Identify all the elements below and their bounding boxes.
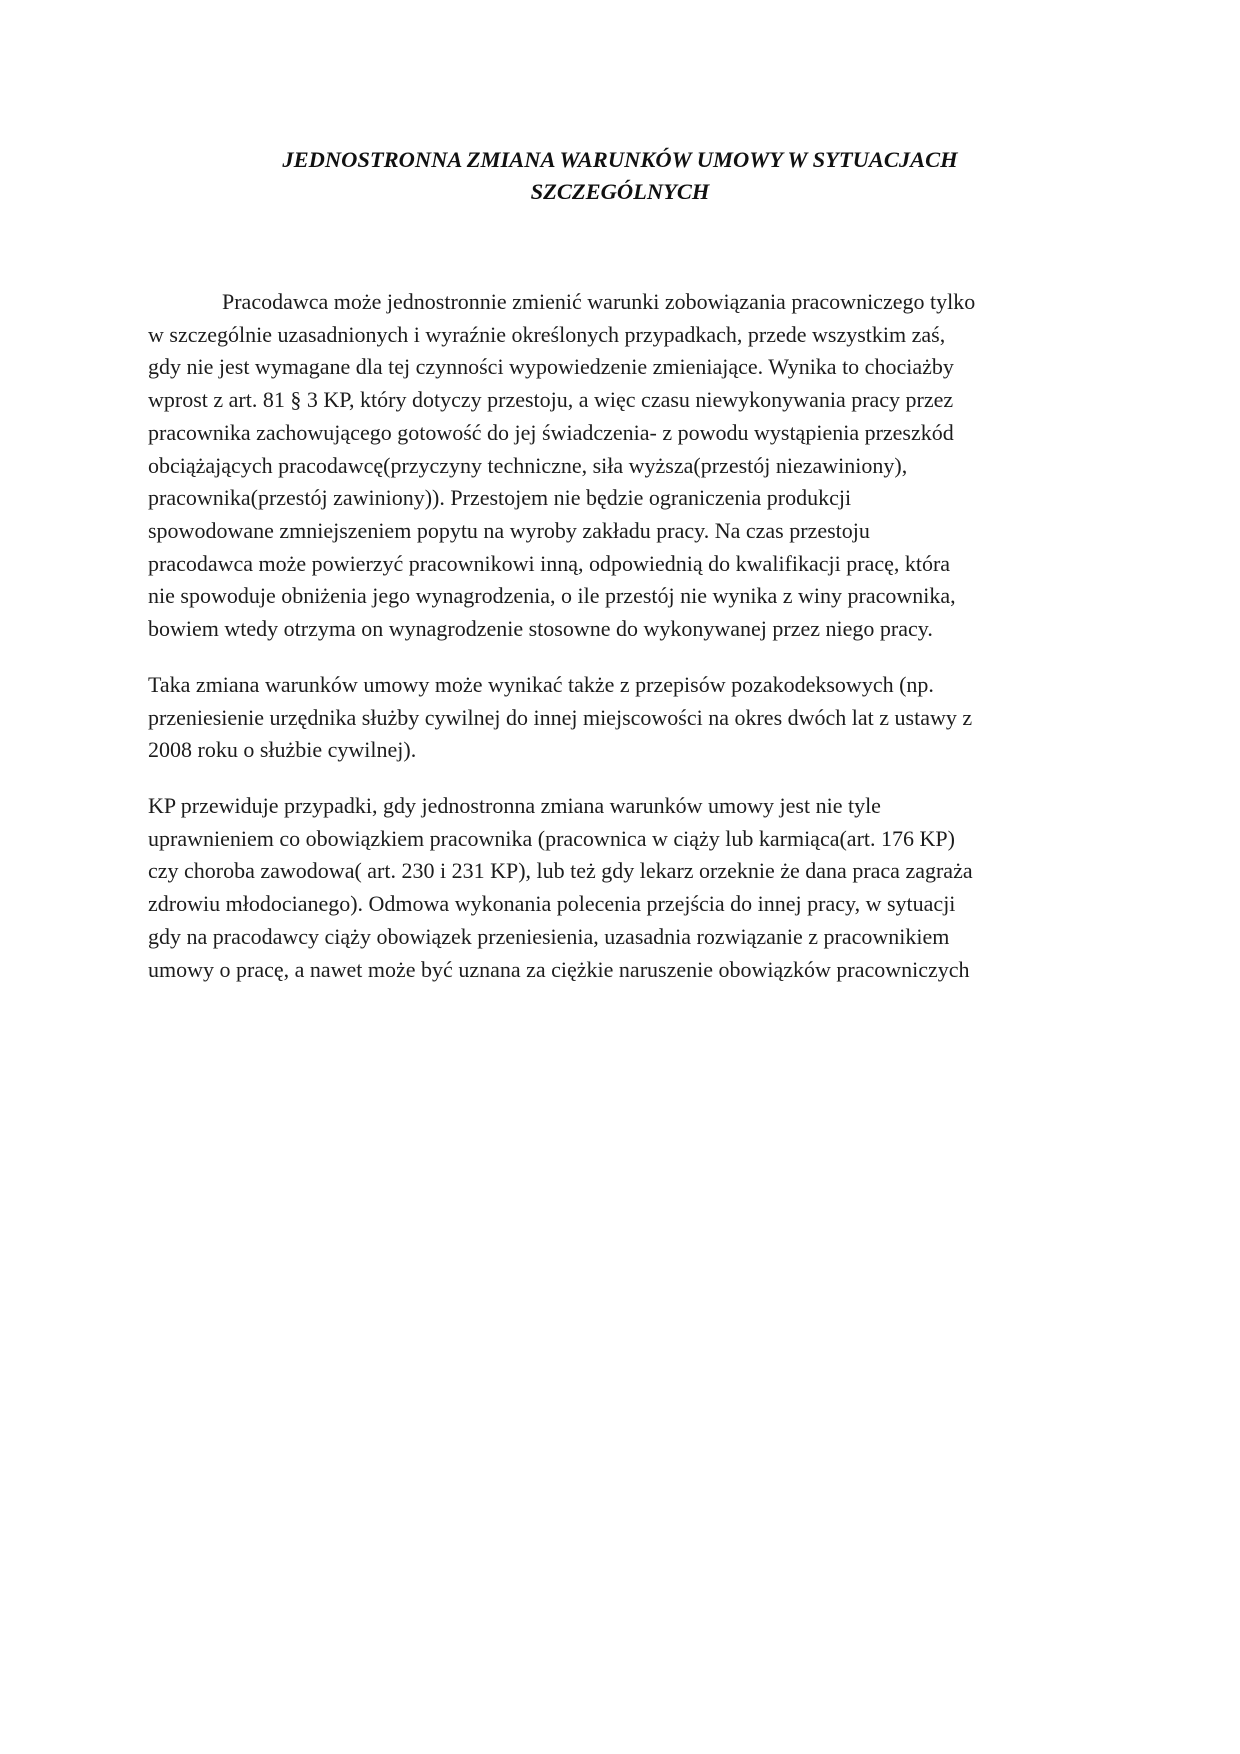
paragraph-line: Taka zmiana warunków umowy może wynikać także z przepisów pozakodeksowych (np. [148,672,934,697]
paragraph-line: umowy o pracę, a nawet może być uznana za ciężkie naruszenie obowiązków pracowniczych [148,956,970,982]
paragraph-line: bowiem wtedy otrzyma on wynagrodzenie stosowne do wykonywanej przez niego pracy. [148,616,933,642]
paragraph-3 [148,790,1092,986]
paragraph-line: obciążających pracodawcę(przyczyny techniczne, siła wyższa(przestój niezawiniony), [148,452,908,478]
paragraph-line: czy choroba zawodowa( art. 230 i 231 KP), lub też gdy lekarz orzeknie że dana praca zagraża [148,858,973,884]
paragraph-line: Pracodawca może jednostronnie zmienić warunki zobowiązania pracowniczego tylko [222,289,976,314]
paragraph-line: wprost z art. 81 § 3 KP, który dotyczy przestoju, a więc czasu niewykonywania pracy przez [148,387,954,413]
paragraph-line: przeniesienie urzędnika służby cywilnej do innej miejscowości na okres dwóch lat z ustawy z [148,704,973,730]
paragraph-line: 2008 roku o służbie cywilnej). [148,737,417,763]
paragraph-line: spowodowane zmniejszeniem popytu na wyroby zakładu pracy. Na czas przestoju [148,517,870,543]
document-title [148,144,1092,208]
paragraph-line: pracownika(przestój zawiniony)). Przestojem nie będzie ograniczenia produkcji [148,485,852,511]
title-line: JEDNOSTRONNA ZMIANA WARUNKÓW UMOWY W SYTUACJACH [282,147,958,172]
paragraph-line: pracownika zachowującego gotowość do jej świadczenia- z powodu wystąpienia przeszkód [148,419,954,445]
paragraph-line: gdy na pracodawcy ciąży obowiązek przeniesienia, uzasadnia rozwiązanie z pracownikiem [148,923,950,949]
title-line: SZCZEGÓLNYCH [530,179,710,204]
paragraph-line: zdrowiu młodocianego). Odmowa wykonania polecenia przejścia do innej pracy, w sytuacji [148,891,956,917]
paragraph-line: pracodawca może powierzyć pracownikowi inną, odpowiednią do kwalifikacji pracę, która [148,550,951,576]
paragraph-line: uprawnieniem co obowiązkiem pracownika (pracownica w ciąży lub karmiąca(art. 176 KP) [148,825,955,851]
paragraph-1 [148,286,1092,646]
paragraph-line: KP przewiduje przypadki, gdy jednostronna zmiana warunków umowy jest nie tyle [148,793,881,818]
paragraph-line: w szczególnie uzasadnionych i wyraźnie określonych przypadkach, przede wszystkim zaś, [148,321,946,347]
paragraph-line: gdy nie jest wymagane dla tej czynności wypowiedzenie zmieniające. Wynika to chociażby [148,354,954,380]
paragraph-line: nie spowoduje obniżenia jego wynagrodzenia, o ile przestój nie wynika z winy pracownika, [148,583,956,609]
paragraph-2 [148,669,1092,767]
